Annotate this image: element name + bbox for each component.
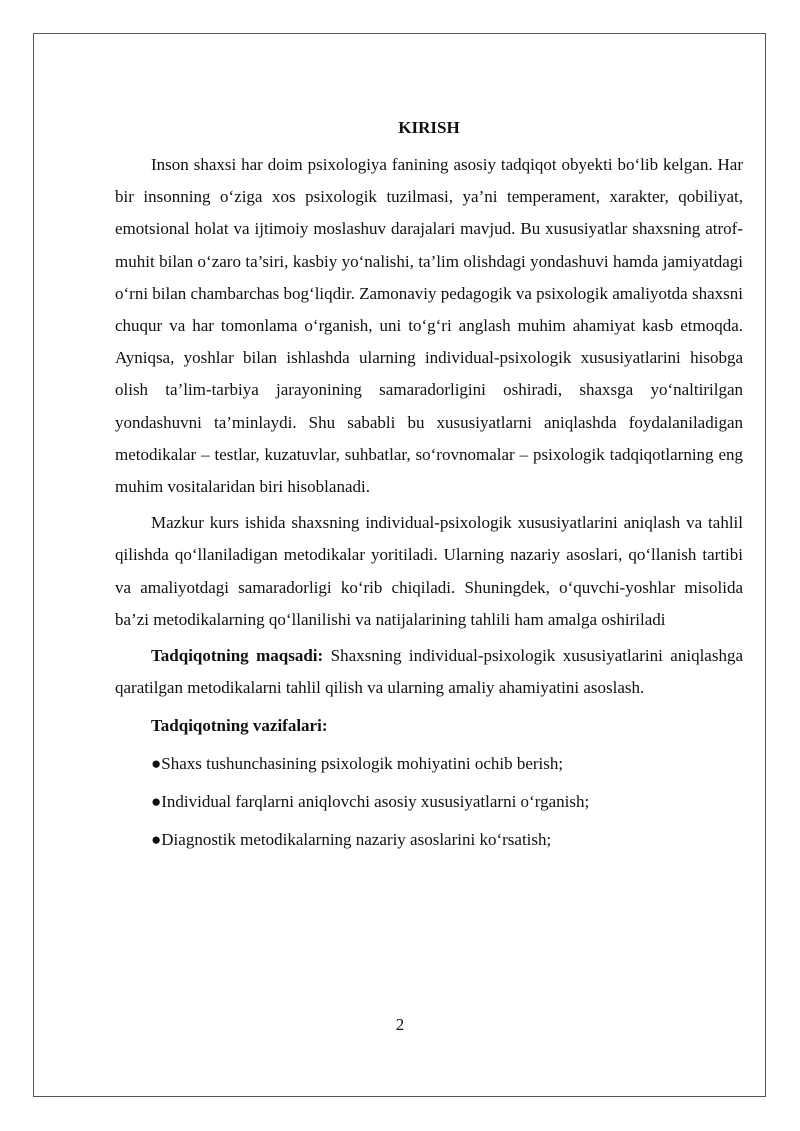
goal-text: Shaxsning individual-psixologik xususiyatlarini aniqlashga qaratilgan metodikalarni tahlil qilish va ularning amaliy ahamiyatini asoslash. [115,646,743,698]
task-item: ●Shaxs tushunchasining psixologik mohiyatini ochib berish; [151,754,564,774]
goal-label: Tadqiqotning maqsadi: [151,646,324,666]
goal-paragraph [115,640,743,704]
page-number: 2 [395,1015,405,1034]
tasks-heading: Tadqiqotning vazifalari: [151,716,328,736]
task-item: ●Individual farqlarni aniqlovchi asosiy xususiyatlarni o‘rganish; [151,792,590,812]
intro-paragraph: Inson shaxsi har doim psixologiya fanining asosiy tadqiqot obyekti bo‘lib kelgan. Har bir insonning o‘ziga xos psixologik tuzilmasi, ya’ni temperament, xarakter, qobiliyat, emotsional holat va ijtimoiy moslashuv darajalari mavjud. Bu xususiyatlar shaxsning atrof-muhit bilan o‘zaro ta’siri, kasbiy yo‘nalishi, ta’lim olishdagi yondashuvi hamda jamiyatdagi o‘rni bilan chambarchas bog‘liqdir. Zamonaviy pedagogik va psixologik amaliyotda shaxsni chuqur va har tomonlama o‘rganish, uni to‘g‘ri anglash muhim ahamiyat kasb etmoqda. Ayniqsa, yoshlar bilan ishlashda ularning individual-psixologik xususiyatlarini hisobga olish ta’lim-tarbiya jarayonining samaradorligini oshiradi, shaxsga yo‘naltirilgan yondashuvni ta’minlaydi. Shu sababli bu xususiyatlarni aniqlashda foydalaniladigan metodikalar – testlar, kuzatuvlar, suhbatlar, so‘rovnomalar – psixologik tadqiqotlarning eng muhim vositalaridan biri hisoblanadi. [115,155,743,497]
section-heading: KIRISH [398,118,460,137]
document-body [115,113,743,862]
task-item: ●Diagnostik metodikalarning nazariy asoslarini ko‘rsatish; [151,830,552,850]
course-paragraph: Mazkur kurs ishida shaxsning individual-psixologik xususiyatlarini aniqlash va tahlil qilishda qo‘llaniladigan metodikalar yoritiladi. Ularning nazariy asoslari, qo‘llanish tartibi va amaliyotdagi samaradorligi ko‘rib chiqiladi. Shuningdek, o‘quvchi-yoshlar misolida ba’zi metodikalarning qo‘llanilishi va natijalarining tahlili ham amalga oshiriladi [115,513,743,629]
